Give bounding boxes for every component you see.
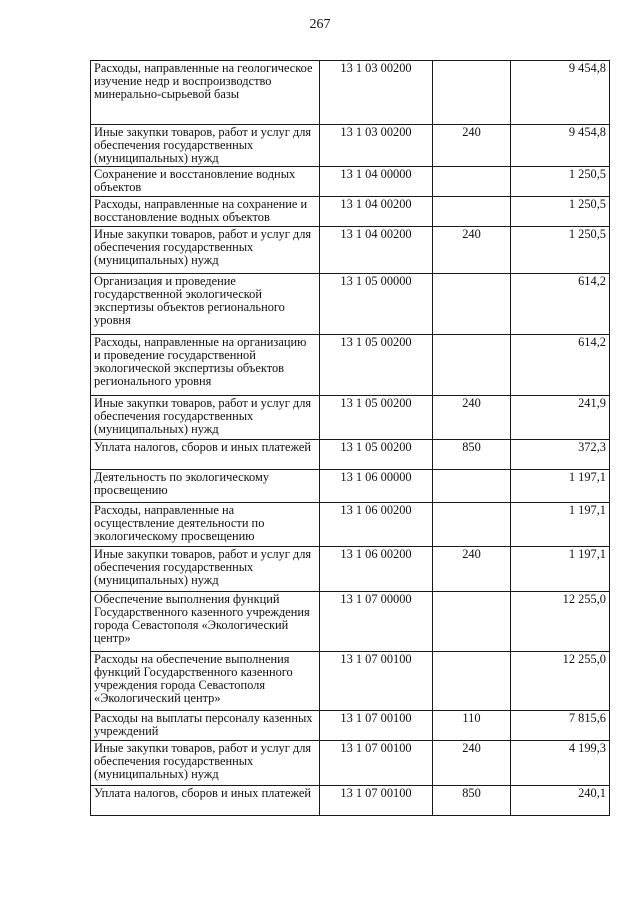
budget-table xyxy=(90,60,610,816)
target-code-cell: 13 1 04 00000 xyxy=(320,167,433,197)
budget-table-body xyxy=(91,61,610,816)
expense-type-cell: 110 xyxy=(433,711,511,741)
expense-name-cell: Иные закупки товаров, работ и услуг для обеспечения государственных (муниципальных) нужд xyxy=(91,741,320,786)
amount-cell: 1 197,1 xyxy=(511,470,610,503)
amount-cell: 614,2 xyxy=(511,274,610,335)
amount-cell: 240,1 xyxy=(511,786,610,816)
table-row xyxy=(91,786,610,816)
expense-name-cell: Расходы, направленные на организацию и проведение государственной экологической экспертизы объектов регионального уровня xyxy=(91,335,320,396)
amount-cell: 4 199,3 xyxy=(511,741,610,786)
amount-cell: 372,3 xyxy=(511,440,610,470)
target-code-cell: 13 1 07 00000 xyxy=(320,592,433,652)
table-row xyxy=(91,167,610,197)
target-code-cell: 13 1 06 00200 xyxy=(320,503,433,547)
target-code-cell: 13 1 05 00200 xyxy=(320,335,433,396)
amount-cell: 1 250,5 xyxy=(511,167,610,197)
expense-name-cell: Иные закупки товаров, работ и услуг для обеспечения государственных (муниципальных) нужд xyxy=(91,227,320,274)
expense-type-cell xyxy=(433,503,511,547)
expense-type-cell xyxy=(433,592,511,652)
amount-cell: 241,9 xyxy=(511,396,610,440)
expense-name-cell: Иные закупки товаров, работ и услуг для обеспечения государственных (муниципальных) нужд xyxy=(91,125,320,167)
amount-cell: 1 250,5 xyxy=(511,197,610,227)
amount-cell: 12 255,0 xyxy=(511,592,610,652)
amount-cell: 12 255,0 xyxy=(511,652,610,711)
table-row xyxy=(91,652,610,711)
table-row xyxy=(91,741,610,786)
target-code-cell: 13 1 07 00100 xyxy=(320,786,433,816)
expense-name-cell: Расходы, направленные на геологическое изучение недр и воспроизводство минерально-сырьевой базы xyxy=(91,61,320,125)
expense-name-cell: Сохранение и восстановление водных объектов xyxy=(91,167,320,197)
amount-cell: 614,2 xyxy=(511,335,610,396)
target-code-cell: 13 1 05 00200 xyxy=(320,440,433,470)
target-code-cell: 13 1 05 00200 xyxy=(320,396,433,440)
amount-cell: 7 815,6 xyxy=(511,711,610,741)
amount-cell: 1 250,5 xyxy=(511,227,610,274)
table-row xyxy=(91,335,610,396)
target-code-cell: 13 1 03 00200 xyxy=(320,61,433,125)
expense-type-cell: 850 xyxy=(433,786,511,816)
table-row xyxy=(91,503,610,547)
table-row xyxy=(91,440,610,470)
table-row xyxy=(91,125,610,167)
expense-name-cell: Расходы, направленные на сохранение и восстановление водных объектов xyxy=(91,197,320,227)
target-code-cell: 13 1 03 00200 xyxy=(320,125,433,167)
expense-name-cell: Уплата налогов, сборов и иных платежей xyxy=(91,786,320,816)
amount-cell: 9 454,8 xyxy=(511,61,610,125)
expense-type-cell xyxy=(433,652,511,711)
amount-cell: 1 197,1 xyxy=(511,503,610,547)
expense-type-cell: 240 xyxy=(433,741,511,786)
expense-name-cell: Иные закупки товаров, работ и услуг для обеспечения государственных (муниципальных) нужд xyxy=(91,547,320,592)
target-code-cell: 13 1 06 00000 xyxy=(320,470,433,503)
expense-type-cell xyxy=(433,167,511,197)
target-code-cell: 13 1 06 00200 xyxy=(320,547,433,592)
target-code-cell: 13 1 05 00000 xyxy=(320,274,433,335)
table-row xyxy=(91,61,610,125)
expense-type-cell xyxy=(433,470,511,503)
expense-type-cell: 850 xyxy=(433,440,511,470)
expense-type-cell xyxy=(433,274,511,335)
amount-cell: 9 454,8 xyxy=(511,125,610,167)
expense-type-cell xyxy=(433,335,511,396)
expense-name-cell: Уплата налогов, сборов и иных платежей xyxy=(91,440,320,470)
table-row xyxy=(91,547,610,592)
table-row xyxy=(91,592,610,652)
target-code-cell: 13 1 04 00200 xyxy=(320,227,433,274)
expense-type-cell: 240 xyxy=(433,227,511,274)
target-code-cell: 13 1 07 00100 xyxy=(320,711,433,741)
expense-type-cell xyxy=(433,197,511,227)
expense-name-cell: Обеспечение выполнения функций Государственного казенного учреждения города Севастополя «Экологический центр» xyxy=(91,592,320,652)
table-row xyxy=(91,470,610,503)
table-row xyxy=(91,227,610,274)
expense-name-cell: Расходы на обеспечение выполнения функций Государственного казенного учреждения города Севастополя «Экологический центр» xyxy=(91,652,320,711)
target-code-cell: 13 1 04 00200 xyxy=(320,197,433,227)
target-code-cell: 13 1 07 00100 xyxy=(320,652,433,711)
table-row xyxy=(91,711,610,741)
expense-type-cell: 240 xyxy=(433,547,511,592)
expense-type-cell: 240 xyxy=(433,125,511,167)
page-number: 267 xyxy=(309,17,331,32)
expense-name-cell: Расходы, направленные на осуществление деятельности по экологическому просвещению xyxy=(91,503,320,547)
amount-cell: 1 197,1 xyxy=(511,547,610,592)
expense-name-cell: Организация и проведение государственной экологической экспертизы объектов регионального уровня xyxy=(91,274,320,335)
expense-type-cell xyxy=(433,61,511,125)
table-row xyxy=(91,274,610,335)
expense-name-cell: Расходы на выплаты персоналу казенных учреждений xyxy=(91,711,320,741)
table-row xyxy=(91,197,610,227)
table-row xyxy=(91,396,610,440)
expense-name-cell: Иные закупки товаров, работ и услуг для обеспечения государственных (муниципальных) нужд xyxy=(91,396,320,440)
expense-type-cell: 240 xyxy=(433,396,511,440)
target-code-cell: 13 1 07 00100 xyxy=(320,741,433,786)
expense-name-cell: Деятельность по экологическому просвещению xyxy=(91,470,320,503)
